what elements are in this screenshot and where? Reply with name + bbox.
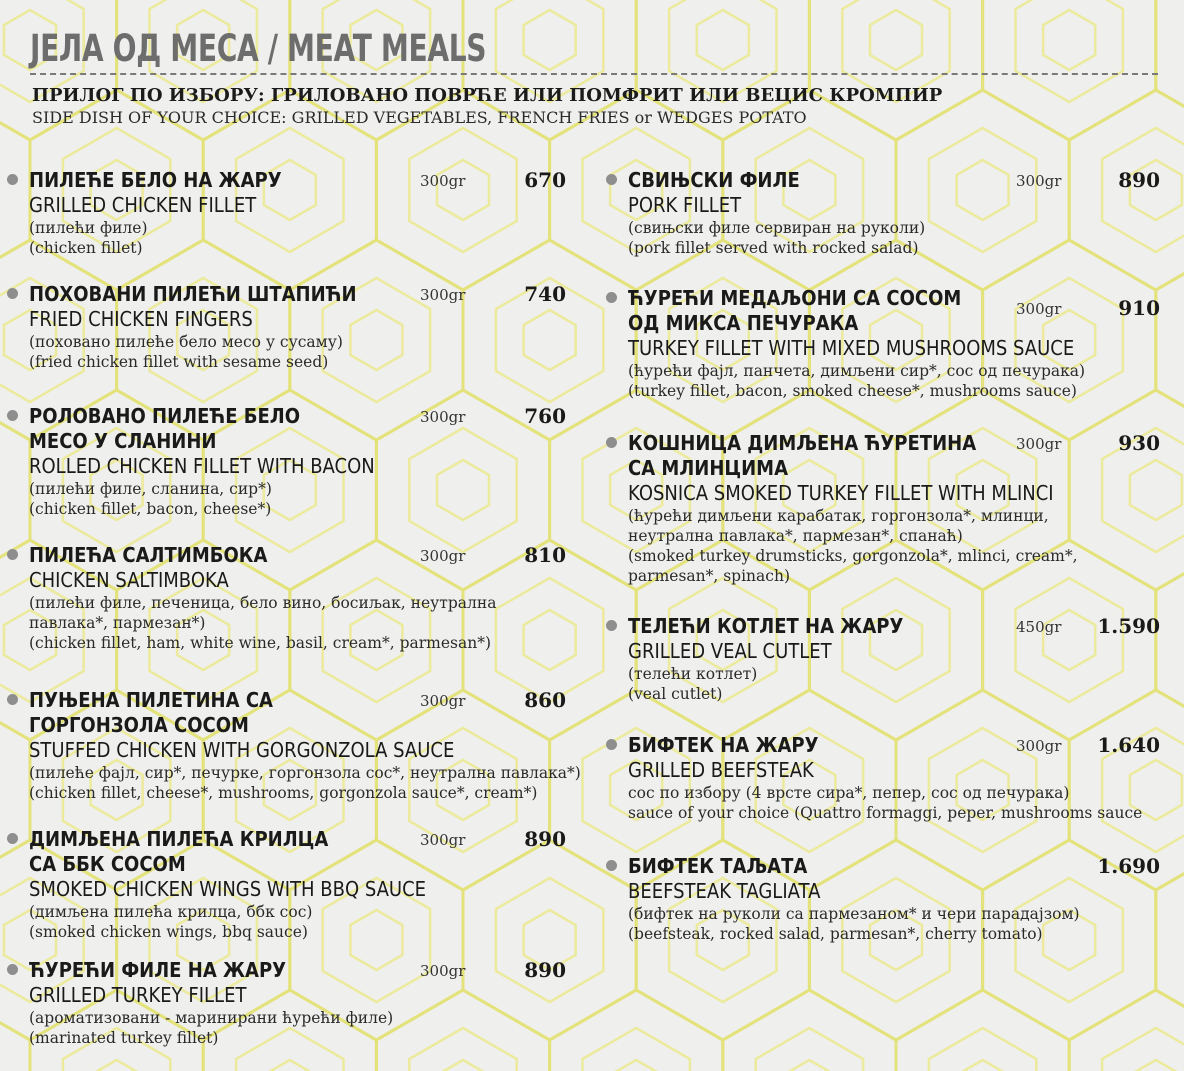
- item-description: (beefsteak, rocked salad, parmesan*, cherry tomato): [628, 925, 1043, 943]
- left-menu-item: [29, 404, 566, 519]
- item-description: (smoked turkey drumsticks, gorgonzola*, mlinci, cream*,: [628, 547, 1078, 565]
- bullet-icon: [606, 437, 617, 448]
- item-price: 1.590: [1097, 614, 1160, 638]
- item-price: 740: [524, 282, 566, 306]
- right-menu-item: [628, 168, 1160, 258]
- item-weight: 300gr: [420, 831, 466, 849]
- item-description: (marinated turkey fillet): [29, 1029, 219, 1047]
- item-name-cyrillic: ДИМЉЕНА ПИЛЕЋА КРИЛЦА: [29, 827, 329, 851]
- item-name-cyrillic: СА ББК СОСОМ: [29, 852, 186, 876]
- item-price: 930: [1118, 431, 1160, 455]
- bullet-icon: [7, 549, 18, 560]
- item-price: 1.690: [1097, 854, 1160, 878]
- item-price: 860: [524, 688, 566, 712]
- item-name-cyrillic: ТЕЛЕЋИ КОТЛЕТ НА ЖАРУ: [628, 614, 904, 638]
- item-name-english: CHICKEN SALTIMBOKA: [29, 568, 229, 592]
- item-name-english: SMOKED CHICKEN WINGS WITH BBQ SAUCE: [29, 877, 427, 901]
- side-dish-note-cyrillic: ПРИЛОГ ПО ИЗБОРУ: ГРИЛОВАНО ПОВРЋЕ ИЛИ ПОМФРИТ ИЛИ ВЕЦИС КРОМПИР: [32, 85, 943, 106]
- item-weight: 450gr: [1016, 618, 1062, 636]
- right-menu-item: [628, 854, 1160, 944]
- left-menu-item: [29, 282, 566, 372]
- item-weight: 300gr: [420, 286, 466, 304]
- item-name-english: PORK FILLET: [628, 193, 742, 217]
- item-description: (бифтек на руколи са пармезаном* и чери парадајзом): [628, 905, 1080, 923]
- item-description: (fried chicken fillet with sesame seed): [29, 353, 329, 371]
- bullet-icon: [606, 739, 617, 750]
- item-description: (ароматизовани - маринирани ћурећи филе): [29, 1009, 394, 1027]
- item-weight: 300gr: [1016, 172, 1062, 190]
- item-description: sauce of your choice (Quattro formaggi, peper, mushrooms sauce: [628, 804, 1143, 822]
- item-name-cyrillic: ПОХОВАНИ ПИЛЕЋИ ШТАПИЋИ: [29, 282, 357, 306]
- item-description: (veal cutlet): [628, 685, 723, 703]
- item-name-cyrillic: ЋУРЕЋИ МЕДАЉОНИ СА СОСОМ: [628, 286, 962, 310]
- item-description: (ћурећи димљени карабатак, горгонзола*, млинци,: [628, 507, 1049, 525]
- item-description: (свињски филе сервиран на руколи): [628, 219, 926, 237]
- item-description: (пилеће фајл, сир*, печурке, горгонзола сос*, неутрална павлака*): [29, 764, 581, 782]
- item-name-cyrillic: ПУЊЕНА ПИЛЕТИНА СА: [29, 688, 273, 712]
- item-description: (chicken fillet, bacon, cheese*): [29, 500, 272, 518]
- item-description: (телећи котлет): [628, 665, 758, 683]
- item-name-cyrillic: РОЛОВАНО ПИЛЕЋЕ БЕЛО: [29, 404, 301, 428]
- bullet-icon: [7, 288, 18, 299]
- item-description: (пилећи филе): [29, 219, 148, 237]
- item-name-cyrillic: КОШНИЦА ДИМЉЕНА ЋУРЕТИНА: [628, 431, 977, 455]
- item-weight: 300gr: [420, 547, 466, 565]
- item-name-cyrillic: СА МЛИНЦИМА: [628, 456, 789, 480]
- item-description: (chicken fillet): [29, 239, 143, 257]
- item-price: 890: [1118, 168, 1160, 192]
- item-name-cyrillic: ПИЛЕЋЕ БЕЛО НА ЖАРУ: [29, 168, 282, 192]
- item-description: parmesan*, spinach): [628, 567, 790, 585]
- item-weight: 300gr: [420, 172, 466, 190]
- item-name-english: GRILLED TURKEY FILLET: [29, 983, 247, 1007]
- item-price: 760: [524, 404, 566, 428]
- item-description: (пилећи филе, печеница, бело вино, босиљак, неутрална: [29, 594, 497, 612]
- item-price: 810: [524, 543, 566, 567]
- item-name-cyrillic: БИФТЕК ТАЉАТА: [628, 854, 808, 878]
- item-name-cyrillic: ЋУРЕЋИ ФИЛЕ НА ЖАРУ: [29, 958, 287, 982]
- item-description: (chicken fillet, cheese*, mushrooms, gorgonzola sauce*, cream*): [29, 784, 538, 802]
- left-menu-item: [29, 168, 566, 258]
- item-weight: 300gr: [1016, 737, 1062, 755]
- item-description: неутрална павлака*, пармезан*, спанаћ): [628, 527, 963, 545]
- bullet-icon: [7, 410, 18, 421]
- left-menu-item: [29, 958, 566, 1048]
- item-description: (smoked chicken wings, bbq sauce): [29, 923, 308, 941]
- item-weight: 300gr: [420, 692, 466, 710]
- item-description: павлака*, пармезан*): [29, 614, 206, 632]
- item-weight: 300gr: [420, 408, 466, 426]
- item-description: (димљена пилећа крилца, ббк сос): [29, 903, 313, 921]
- bullet-icon: [7, 694, 18, 705]
- item-name-english: KOSNICA SMOKED TURKEY FILLET WITH MLINCI: [628, 481, 1054, 505]
- item-description: (пилећи филе, сланина, сир*): [29, 480, 272, 498]
- title-divider: [30, 73, 1158, 75]
- right-menu-item: [628, 286, 1160, 401]
- item-description: сос по избору (4 врсте сира*, пепер, сос од печурака): [628, 784, 1070, 802]
- right-menu-item: [628, 431, 1160, 586]
- item-name-english: GRILLED CHICKEN FILLET: [29, 193, 257, 217]
- left-menu-item: [29, 688, 581, 803]
- bullet-icon: [7, 833, 18, 844]
- item-name-english: GRILLED BEEFSTEAK: [628, 758, 814, 782]
- bullet-icon: [606, 174, 617, 185]
- bullet-icon: [7, 174, 18, 185]
- item-name-english: TURKEY FILLET WITH MIXED MUSHROOMS SAUCE: [628, 336, 1075, 360]
- item-name-cyrillic: ГОРГОНЗОЛА СОСОМ: [29, 713, 249, 737]
- bullet-icon: [606, 860, 617, 871]
- right-menu-item: [628, 733, 1160, 823]
- item-weight: 300gr: [1016, 300, 1062, 318]
- item-description: (chicken fillet, ham, white wine, basil, cream*, parmesan*): [29, 634, 491, 652]
- left-menu-item: [29, 827, 566, 942]
- item-name-cyrillic: СВИЊСКИ ФИЛЕ: [628, 168, 800, 192]
- left-menu-item: [29, 543, 566, 653]
- item-price: 670: [524, 168, 566, 192]
- item-name-english: FRIED CHICKEN FINGERS: [29, 307, 253, 331]
- item-price: 1.640: [1097, 733, 1160, 757]
- item-description: (ћурећи фајл, панчета, димљени сир*, сос од печурака): [628, 362, 1086, 380]
- side-dish-note-english: SIDE DISH OF YOUR CHOICE: GRILLED VEGETABLES, FRENCH FRIES or WEDGES POTATO: [32, 108, 807, 127]
- bullet-icon: [7, 964, 18, 975]
- item-price: 910: [1118, 296, 1160, 320]
- item-name-english: ROLLED CHICKEN FILLET WITH BACON: [29, 454, 375, 478]
- page-title: ЈЕЛА ОД МЕСА / MEAT MEALS: [30, 27, 487, 70]
- bullet-icon: [606, 620, 617, 631]
- right-menu-item: [628, 614, 1160, 704]
- item-description: (поховано пилеће бело месо у сусаму): [29, 333, 343, 351]
- item-name-english: BEEFSTEAK TAGLIATA: [628, 879, 821, 903]
- item-name-cyrillic: ОД МИКСА ПЕЧУРАКА: [628, 311, 859, 335]
- item-weight: 300gr: [420, 962, 466, 980]
- item-name-cyrillic: БИФТЕК НА ЖАРУ: [628, 733, 819, 757]
- item-price: 890: [524, 958, 566, 982]
- item-name-cyrillic: МЕСО У СЛАНИНИ: [29, 429, 217, 453]
- item-name-english: STUFFED CHICKEN WITH GORGONZOLA SAUCE: [29, 738, 455, 762]
- item-description: (turkey fillet, bacon, smoked cheese*, mushrooms sauce): [628, 382, 1077, 400]
- item-price: 890: [524, 827, 566, 851]
- item-description: (pork fillet served with rocked salad): [628, 239, 919, 257]
- item-name-cyrillic: ПИЛЕЋА САЛТИМБОКА: [29, 543, 268, 567]
- item-weight: 300gr: [1016, 435, 1062, 453]
- bullet-icon: [606, 292, 617, 303]
- item-name-english: GRILLED VEAL CUTLET: [628, 639, 832, 663]
